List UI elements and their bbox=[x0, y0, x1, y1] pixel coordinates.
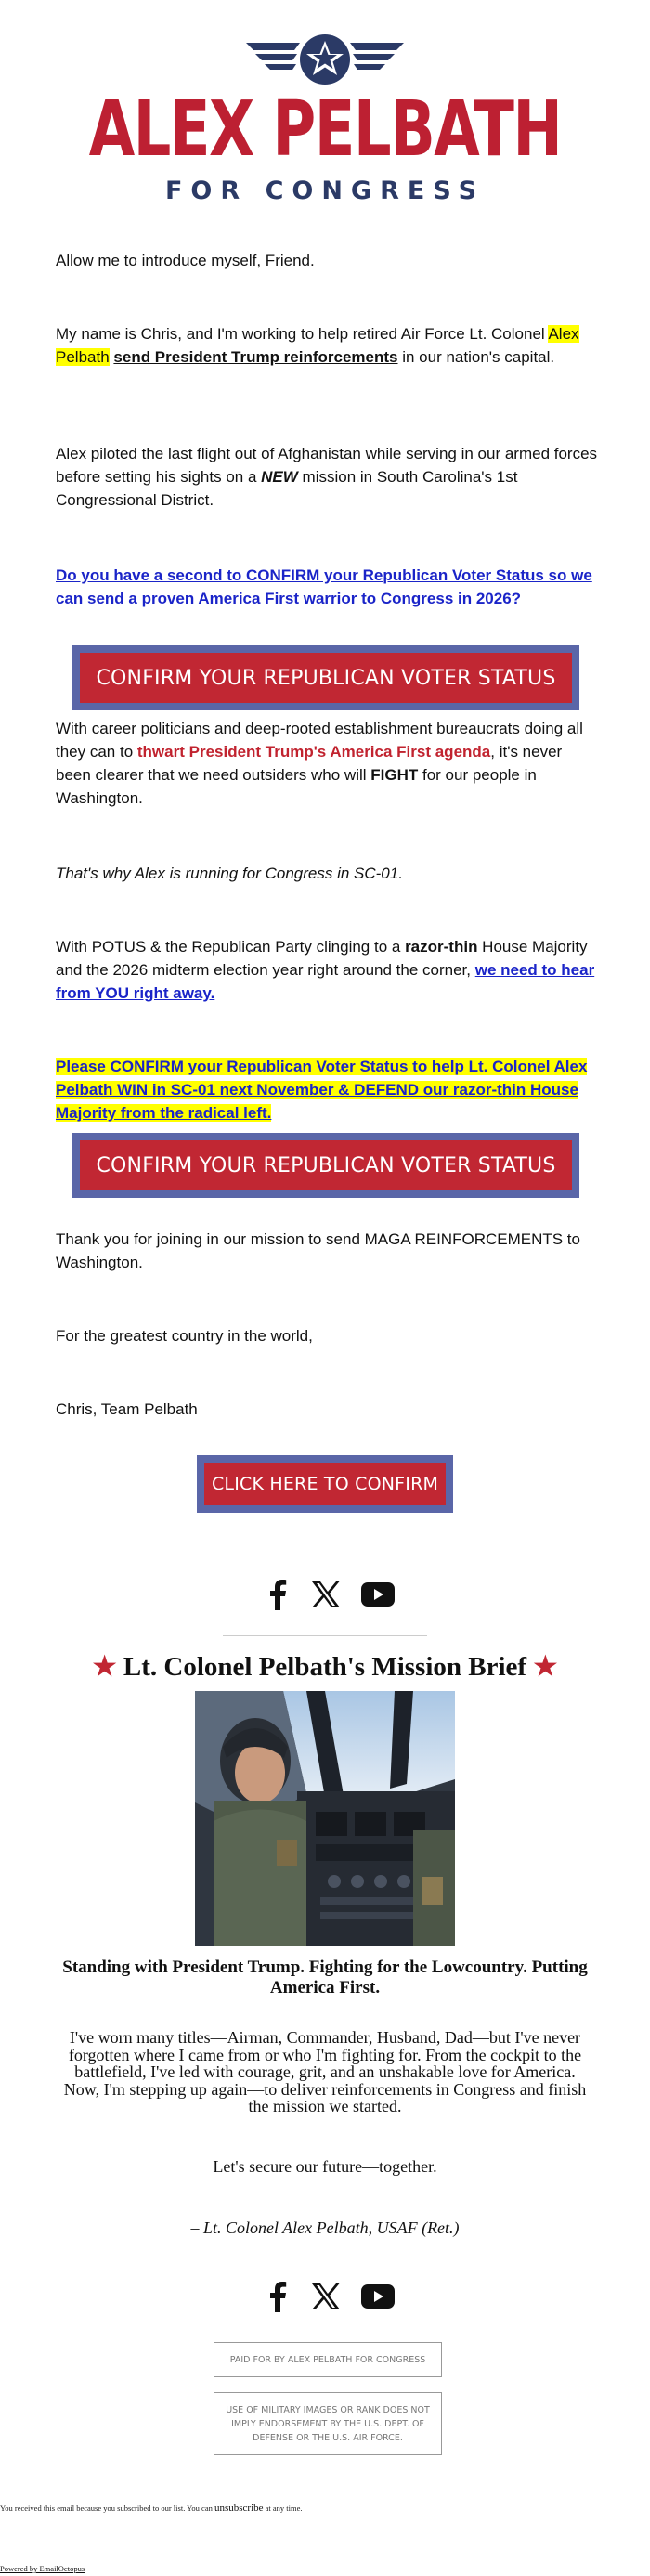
facebook-icon[interactable] bbox=[265, 1579, 291, 1610]
razor-thin-emphasis: razor-thin bbox=[405, 938, 478, 956]
confirm-button-2-label[interactable]: CONFIRM YOUR REPUBLICAN VOTER STATUS bbox=[80, 1140, 572, 1190]
powered-by-link[interactable]: Powered by EmailOctopus bbox=[0, 2564, 85, 2573]
establishment-end: for our people in Washington. bbox=[56, 766, 537, 807]
facebook-icon[interactable] bbox=[265, 2281, 291, 2312]
military-disclaimer: USE OF MILITARY IMAGES OR RANK DOES NOT IMPLY ENDORSEMENT BY THE U.S. DEPT. OF DEFENSE OR THE U.S. AIR FORCE. bbox=[214, 2392, 442, 2455]
cockpit-photo-art bbox=[195, 1691, 455, 1946]
intro-end: in our nation's capital. bbox=[397, 348, 555, 366]
star-icon: ★ bbox=[92, 1652, 117, 1682]
intro-emphasis: send President Trump reinforcements bbox=[113, 348, 398, 366]
confirm-link-1[interactable] bbox=[56, 564, 599, 610]
thwart-agenda-emphasis: thwart President Trump's America First agenda bbox=[136, 743, 491, 761]
unsubscribe-link[interactable]: unsubscribe bbox=[214, 2503, 264, 2514]
logo-name: ALEX PELBATH bbox=[88, 85, 562, 174]
hear-from-you-link[interactable]: we need to hear from YOU right away. bbox=[56, 961, 595, 1002]
mission-brief-closing: Let's secure our future—together. bbox=[213, 2157, 437, 2176]
mission-brief-signature: – Lt. Colonel Alex Pelbath, USAF (Ret.) bbox=[190, 2218, 460, 2237]
candidate-name-highlight: Alex Pelbath bbox=[56, 325, 579, 366]
paragraph-majority bbox=[56, 935, 599, 1005]
confirm-button-1-label[interactable]: CONFIRM YOUR REPUBLICAN VOTER STATUS bbox=[80, 653, 572, 703]
confirm-link-2[interactable] bbox=[56, 1055, 599, 1125]
section-divider bbox=[223, 1635, 427, 1636]
logo-subtitle: FOR CONGRESS bbox=[164, 176, 486, 205]
social-links-footer bbox=[265, 2281, 395, 2312]
confirm-button-1[interactable] bbox=[72, 645, 579, 710]
afghanistan-end: mission in South Carolina's 1st Congressional District. bbox=[56, 468, 518, 509]
paragraph-running: That's why Alex is running for Congress in SC-01. bbox=[56, 865, 403, 882]
x-icon[interactable] bbox=[311, 1581, 341, 1608]
youtube-icon[interactable] bbox=[361, 2284, 395, 2309]
unsubscribe-notice bbox=[0, 2502, 650, 2515]
establishment-mid: , it's never been clearer that we need outsiders who will bbox=[56, 743, 563, 784]
confirm-voter-status-link[interactable]: Do you have a second to CONFIRM your Republican Voter Status so we can send a proven America First warrior to Congress in 2026? bbox=[56, 566, 592, 607]
campaign-logo bbox=[0, 0, 650, 223]
greeting: Allow me to introduce myself, Friend. bbox=[56, 252, 315, 269]
confirm-button-2[interactable] bbox=[72, 1133, 579, 1198]
mission-brief-title: Lt. Colonel Pelbath's Mission Brief bbox=[123, 1652, 527, 1682]
majority-mid: House Majority and the 2026 midterm election year right around the corner, bbox=[56, 938, 588, 979]
click-to-confirm-label[interactable]: CLICK HERE TO CONFIRM bbox=[204, 1463, 446, 1505]
star-icon: ★ bbox=[533, 1652, 558, 1682]
paragraph-greatest: For the greatest country in the world, bbox=[56, 1327, 313, 1345]
click-to-confirm-button[interactable] bbox=[197, 1455, 453, 1513]
paragraph-intro bbox=[56, 322, 599, 369]
confirm-win-link[interactable]: Please CONFIRM your Republican Voter Status to help Lt. Colonel Alex Pelbath WIN in SC-01 next November & DEFEND our razor-thin House Majority from the radical left. bbox=[56, 1058, 588, 1122]
x-icon[interactable] bbox=[311, 2283, 341, 2310]
intro-text: My name is Chris, and I'm working to help retired Air Force Lt. Colonel bbox=[56, 325, 549, 343]
unsubscribe-text: You received this email because you subscribed to our list. You can bbox=[0, 2504, 214, 2513]
majority-text: With POTUS & the Republican Party clinging to a bbox=[56, 938, 406, 956]
signoff: Chris, Team Pelbath bbox=[56, 1400, 198, 1418]
fight-emphasis: FIGHT bbox=[370, 766, 419, 784]
youtube-icon[interactable] bbox=[361, 1582, 395, 1607]
new-emphasis: NEW bbox=[261, 468, 298, 486]
establishment-text: With career politicians and deep-rooted establishment bureaucrats doing all they can to bbox=[56, 720, 583, 761]
paragraph-thanks: Thank you for joining in our mission to send MAGA REINFORCEMENTS to Washington. bbox=[56, 1230, 580, 1271]
mission-brief-heading bbox=[0, 1649, 650, 1685]
afghanistan-text: Alex piloted the last flight out of Afghanistan while serving in our armed forces before setting his sights on a bbox=[56, 445, 598, 486]
social-links bbox=[265, 1579, 395, 1610]
star-wings-emblem bbox=[246, 26, 404, 87]
paragraph-afghanistan bbox=[56, 442, 599, 512]
mission-brief-paragraph: I've worn many titles—Airman, Commander, Husband, Dad—but I've never forgotten where I came from or who I'm fighting for. From the cockpit to the battlefield, I've led with courage, grit, and an unshakable love for America. Now, I'm stepping up again—to deliver reinforcements in Congress and finish the mission we started. bbox=[63, 2028, 587, 2115]
paid-for-disclaimer: PAID FOR BY ALEX PELBATH FOR CONGRESS bbox=[214, 2342, 442, 2377]
paragraph-establishment bbox=[56, 717, 599, 810]
unsubscribe-end: at any time. bbox=[263, 2504, 303, 2513]
candidate-cockpit-photo bbox=[195, 1691, 455, 1946]
mission-brief-subtitle: Standing with President Trump. Fighting for the Lowcountry. Putting America First. bbox=[62, 1958, 588, 1997]
